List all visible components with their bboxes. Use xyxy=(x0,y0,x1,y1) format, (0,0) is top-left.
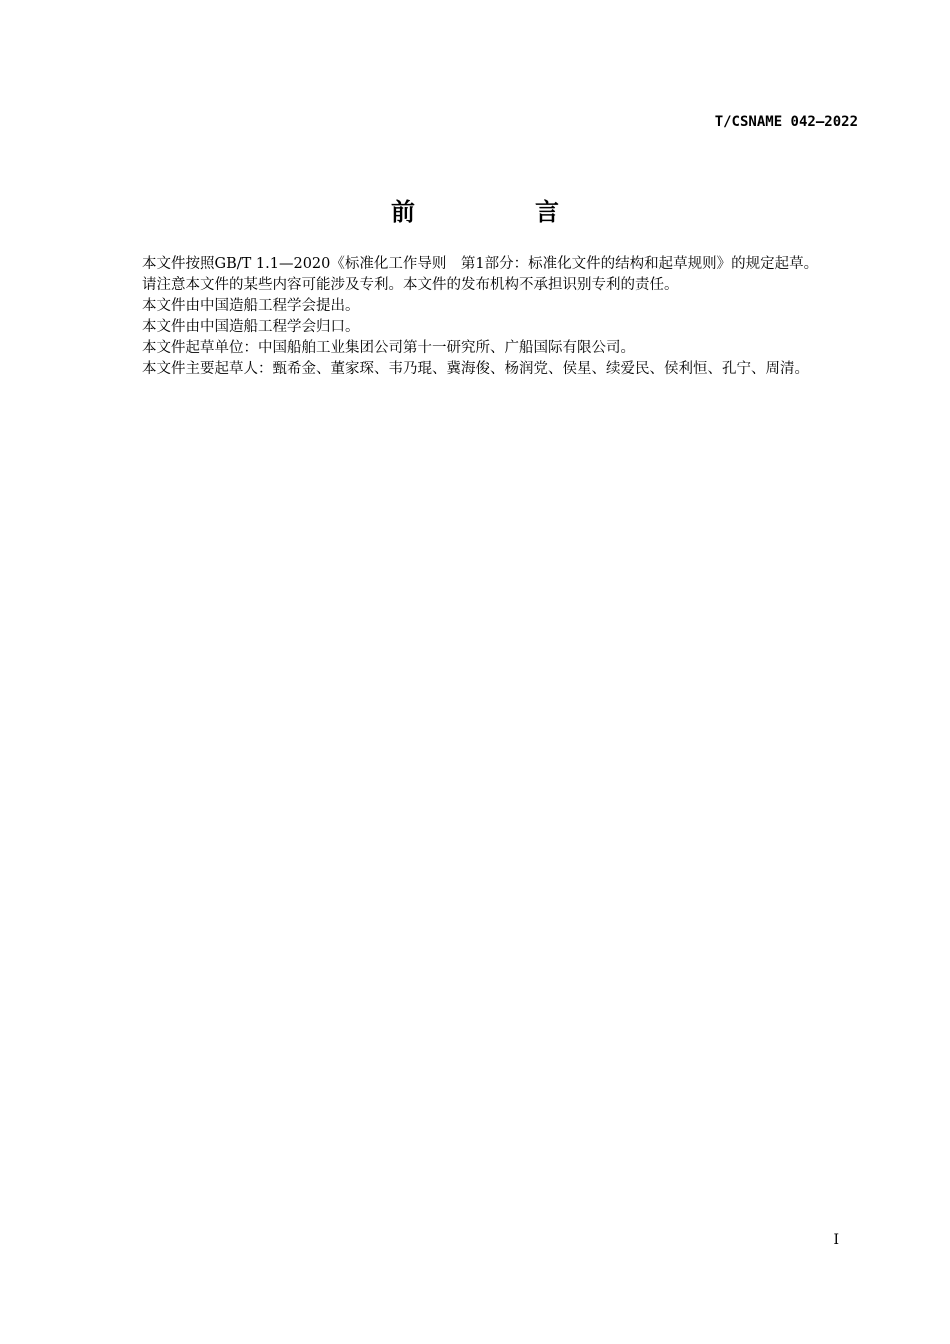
foreword-body xyxy=(113,254,859,380)
paragraph-drafting-units: 本文件起草单位：中国船舶工业集团公司第十一研究所、广船国际有限公司。 xyxy=(142,340,635,356)
paragraph-centralized-by: 本文件由中国造船工程学会归口。 xyxy=(142,319,360,335)
standard-code: T/CSNAME 042—2022 xyxy=(714,114,858,130)
paragraph-patent-notice: 请注意本文件的某些内容可能涉及专利。本文件的发布机构不承担识别专利的责任。 xyxy=(142,277,679,293)
paragraph-proposed-by: 本文件由中国造船工程学会提出。 xyxy=(142,298,360,314)
page-title: 前 言 xyxy=(391,198,607,226)
paragraph-drafters: 本文件主要起草人：甄希金、董家琛、韦乃琨、冀海俊、杨润党、侯星、续爱民、侯利恒、孔宁、周清。 xyxy=(142,361,809,377)
paragraph-drafting-rules: 本文件按照GB/T 1.1—2020《标准化工作导则 第1部分：标准化文件的结构和起草规则》的规定起草。 xyxy=(142,256,819,272)
page-number: I xyxy=(833,1232,839,1248)
